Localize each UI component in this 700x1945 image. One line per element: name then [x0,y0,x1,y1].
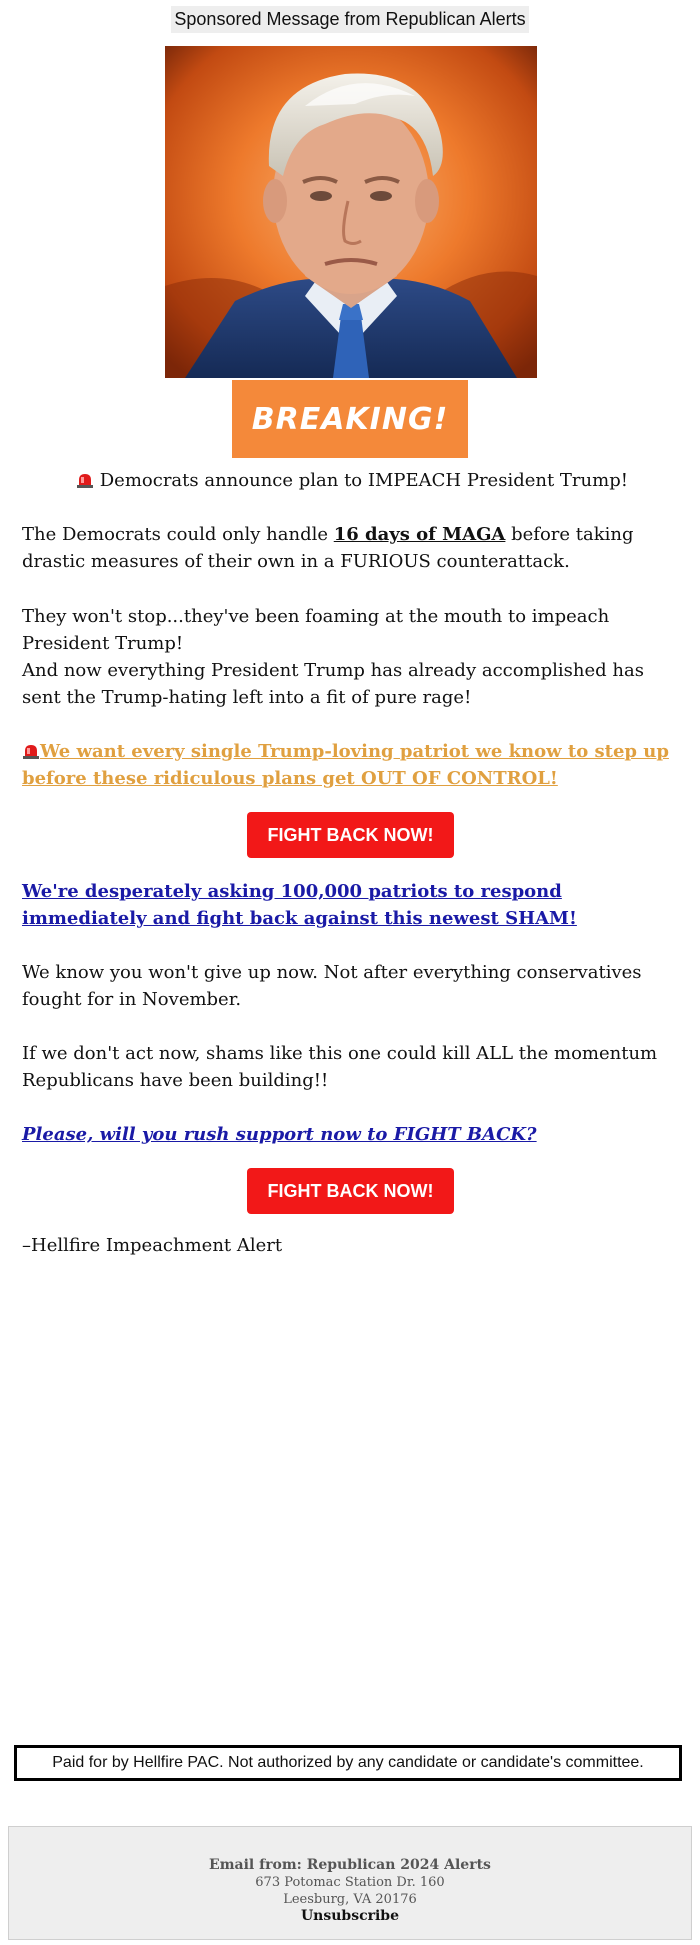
siren-icon [76,473,94,488]
fight-back-button-1[interactable]: FIGHT BACK NOW! [247,812,454,858]
headline-text: Democrats announce plan to IMPEACH President Trump! [99,470,628,491]
breaking-banner[interactable] [232,380,468,458]
breaking-label: BREAKING! [251,401,449,437]
paragraph-november: We know you won't give up now. Not after everything conservatives fought for in November. [22,962,642,1010]
italic-call-link-block[interactable] [22,1121,682,1148]
para1-after: before taking drastic measures of their own in a FURIOUS counterattack. [22,524,634,572]
blue-call-link-block[interactable] [22,878,682,932]
rush-support-link[interactable]: Please, will you rush support now to FIGHT BACK? [22,1124,537,1145]
sponsor-label: Sponsored Message from Republican Alerts [171,6,528,33]
orange-call-link[interactable]: We want every single Trump-loving patriot we know to step up before these ridiculous plans get OUT OF CONTROL! [22,741,669,789]
footer-from: Email from: Republican 2024 Alerts [209,1857,491,1873]
paid-for-disclaimer: Paid for by Hellfire PAC. Not authorized by any candidate or candidate's committee. [14,1745,682,1781]
footer-address-line2: Leesburg, VA 20176 [283,1892,417,1907]
footer-address-line1: 673 Potomac Station Dr. 160 [255,1875,445,1890]
paragraph-foaming: They won't stop...they've been foaming at the mouth to impeach President Trump! [22,606,610,654]
hero-portrait-image[interactable] [165,46,537,378]
signature: –Hellfire Impeachment Alert [22,1235,283,1256]
fight-back-button-2[interactable]: FIGHT BACK NOW! [247,1168,454,1214]
maga-days-emphasis: 16 days of MAGA [333,524,506,545]
sponsor-banner [0,6,700,33]
paragraph-rage: And now everything President Trump has already accomplished has sent the Trump-hating left into a fit of pure rage! [22,660,644,708]
email-footer [8,1826,692,1940]
portrait-illustration [165,46,537,378]
unsubscribe-link[interactable]: Unsubscribe [300,1908,400,1924]
siren-icon [22,744,40,759]
blue-call-link[interactable]: We're desperately asking 100,000 patriots to respond immediately and fight back against this newest SHAM! [22,881,577,929]
paragraph-intro [22,521,682,575]
orange-call-link-block[interactable] [22,738,682,792]
headline [22,467,682,494]
paragraph-momentum: If we don't act now, shams like this one could kill ALL the momentum Republicans have been building!! [22,1043,658,1091]
para1-before: The Democrats could only handle [22,524,334,545]
